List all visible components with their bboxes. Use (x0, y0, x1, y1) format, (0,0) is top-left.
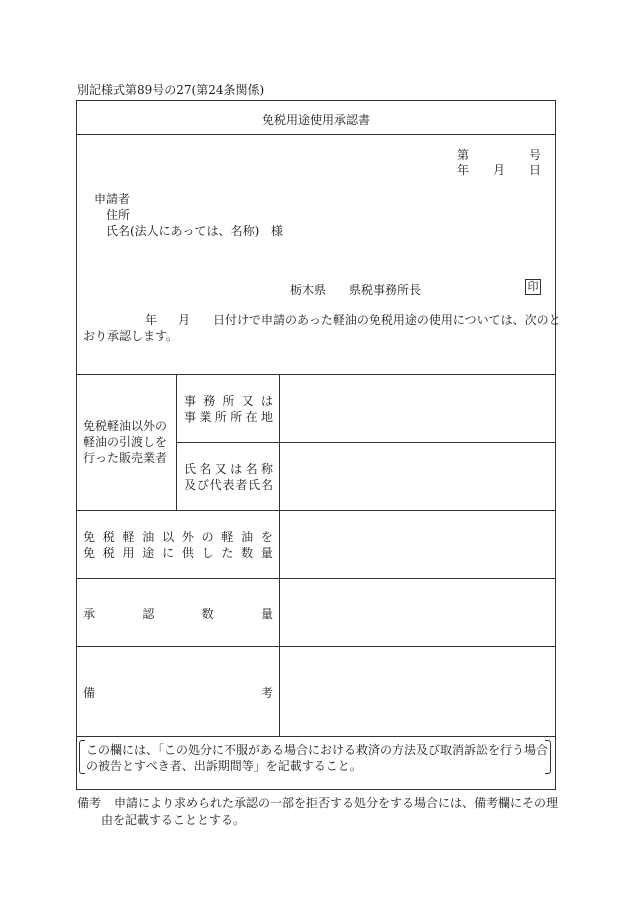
seller-label: 免税軽油以外の 軽油の引渡しを 行った販売業者 (83, 419, 168, 465)
title-divider (76, 134, 556, 135)
quantity-used-label: 免 税 軽 油 以 外 の 軽 油 を 免 税 用 途 に 供 し た 数 量 (83, 530, 273, 560)
notice-bracket-left (79, 740, 85, 774)
footnote-line2: 由を記載することとする。 (101, 813, 246, 827)
quantity-divider (76, 578, 556, 579)
applicant-address-label: 住所 (106, 208, 131, 222)
remarks-label-left: 備 (83, 686, 96, 700)
body-text-line2: おり承認します。 (83, 329, 179, 343)
notice-line2: の被告とすべき者、出訴期間等」を記載すること。 (86, 759, 362, 773)
form-reference: 別記様式第89号の27(第24条関係) (77, 83, 265, 97)
seal-mark: 印 (525, 279, 541, 295)
notice-line1: この欄には、「この処分に不服がある場合における救済の方法及び取消訴訟を行う場合 (86, 743, 549, 757)
date-day: 日 (529, 163, 542, 177)
approved-quantity-label: 承 認 数 量 (83, 607, 273, 621)
seller-row-divider (176, 442, 556, 443)
applicant-heading: 申請者 (94, 192, 131, 206)
applicant-name-label: 氏名(法人にあっては、名称) (106, 224, 260, 238)
body-year: 年 (145, 313, 158, 327)
applicant-honorific: 様 (271, 224, 284, 238)
issuer-office: 県税事務所長 (349, 283, 422, 297)
seller-bottom-divider (76, 510, 556, 511)
name-representative-label: 氏 名 又 は 名 称 及 び 代 表 者 氏 名 (184, 462, 273, 492)
remarks-divider (76, 736, 556, 737)
remarks-label-right: 考 (261, 686, 274, 700)
seller-label-divider (176, 374, 177, 510)
document-title: 免税用途使用承認書 (261, 113, 370, 127)
body-text-line1: 日付けで申請のあった軽油の免税用途の使用については、次のと (213, 313, 561, 327)
date-year: 年 (457, 163, 470, 177)
number-go: 号 (529, 148, 542, 162)
label-column-divider (279, 374, 280, 736)
footnote-line1: 申請により求められた承認の一部を拒否する処分をする場合には、備考欄にその理 (114, 796, 559, 810)
footnote-prefix: 備考 (77, 796, 102, 810)
header-divider (76, 374, 556, 375)
office-location-label: 事 務 所 又 は 事 業 所 所 在 地 (184, 394, 273, 424)
body-month: 月 (178, 313, 191, 327)
approved-divider (76, 646, 556, 647)
issuer-prefecture: 栃木県 (290, 283, 327, 297)
date-month: 月 (493, 163, 506, 177)
number-dai: 第 (457, 148, 470, 162)
